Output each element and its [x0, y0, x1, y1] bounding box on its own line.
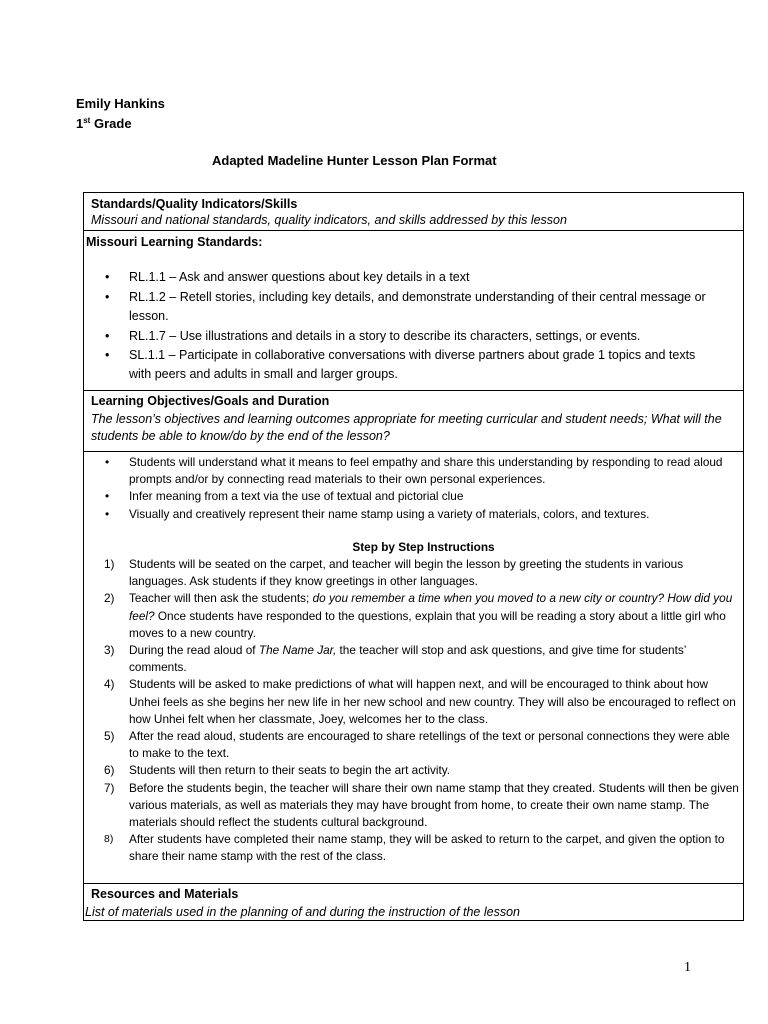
resources-description: List of materials used in the planning of and during the instruction of the lesson: [85, 905, 520, 919]
step-italic-question: do you remember a time when you moved to a new city or country? How did you feel?: [129, 591, 733, 623]
objective-item: • Visually and creatively represent their name stamp using a variety of materials, colors, and textures.: [84, 506, 743, 523]
step-item: [84, 590, 743, 642]
step-text: During the read aloud of: [129, 643, 259, 658]
step-text-continued: the teacher will stop and ask questions, and give time for students’ comments.: [129, 643, 686, 675]
author-name: Emily Hankins: [76, 96, 165, 111]
standard-item: • RL.1.7 – Use illustrations and details in a story to describe its characters, settings, or events.: [86, 327, 743, 346]
document-title: Adapted Madeline Hunter Lesson Plan Format: [212, 153, 497, 168]
step-text: Before the students begin, the teacher will share their own name stamp that they created. Students will then be given various materials, as well as materials they may have brought from home, to create their own name stamp. The materials should reflect the students cultural background.: [129, 780, 739, 830]
step-item: [84, 780, 743, 832]
step-number: 6): [104, 763, 115, 778]
standards-description: Missouri and national standards, quality indicators, and skills addressed by this lesson: [91, 213, 567, 227]
step-number: 8): [104, 833, 114, 846]
step-item: [84, 676, 743, 728]
grade-word: Grade: [93, 116, 132, 131]
grade-number: 1: [76, 116, 84, 131]
objective-item: • Students will understand what it means to feel empathy and share this understanding by responding to read aloud prompts and/or by connecting read materials to their own personal experiences.: [84, 454, 743, 488]
objectives-heading: Learning Objectives/Goals and Duration: [91, 394, 330, 408]
objective-item: • Infer meaning from a text via the use of textual and pictorial clue: [84, 488, 743, 505]
step-item: [84, 831, 743, 865]
step-number: 5): [104, 729, 115, 744]
step-number: 2): [104, 591, 115, 606]
resources-heading: Resources and Materials: [91, 887, 239, 901]
step-text: Students will be asked to make predictions of what will happen next, and will be encouraged to think about how Unhei feels as she begins her new life in her new school and new country. They will also be encouraged to reflect on how Unhei felt when her classmate, Joey, welcomes her to the class.: [129, 677, 736, 726]
step-item: [84, 556, 743, 590]
step-text: Teacher will then ask the students;: [129, 591, 313, 606]
page-number: 1: [684, 960, 691, 975]
step-item: [84, 728, 743, 762]
step-item: [84, 762, 743, 779]
resources-cell: [84, 883, 743, 920]
step-text: After the read aloud, students are encouraged to share retellings of the text or personal connections they were able to make to the text.: [129, 729, 730, 761]
step-number: 1): [104, 557, 115, 572]
step-text-continued: Once students have responded to the questions, explain that you will be reading a story about a little girl who moves to a new country.: [129, 608, 726, 640]
standards-content-cell: [84, 230, 743, 390]
objectives-header-cell: [84, 390, 743, 451]
objectives-list: [84, 454, 743, 523]
step-number: 4): [104, 677, 115, 692]
step-number: 7): [104, 780, 115, 795]
step-text: Students will then return to their seats to begin the art activity.: [129, 763, 451, 778]
standard-item: • SL.1.1 – Participate in collaborative conversations with diverse partners about grade 1 topics and texts with peers and adults in small and larger groups.: [86, 346, 743, 385]
author-block: [76, 94, 165, 134]
step-number: 3): [104, 643, 115, 658]
objectives-content-cell: [84, 451, 743, 883]
standards-heading: Standards/Quality Indicators/Skills: [91, 197, 298, 211]
standard-item: • RL.1.2 – Retell stories, including key details, and demonstrate understanding of their central message or lesson.: [86, 288, 743, 327]
standard-item: • RL.1.1 – Ask and answer questions about key details in a text: [86, 268, 743, 287]
steps-list: [84, 556, 743, 866]
step-text: After students have completed their name stamp, they will be asked to return to the carpet, and given the option to share their name stamp with the rest of the class.: [129, 832, 725, 864]
standards-header-cell: [84, 193, 743, 230]
objectives-description: The lesson’s objectives and learning outcomes appropriate for meeting curricular and student needs; What will the students be able to know/do by the end of the lesson?: [91, 411, 722, 443]
book-title: The Name Jar,: [258, 643, 337, 658]
grade-label: [76, 114, 165, 134]
lesson-plan-table: [83, 192, 744, 921]
step-text: Students will be seated on the carpet, and teacher will begin the lesson by greeting the students in various languages. Ask students if they know greetings in other languages.: [129, 557, 684, 589]
steps-title: Step by Step Instructions: [352, 539, 495, 554]
grade-suffix: st: [83, 116, 91, 125]
missouri-standards-heading: Missouri Learning Standards:: [86, 235, 263, 249]
step-item: [84, 642, 743, 676]
standards-list: [86, 268, 743, 384]
